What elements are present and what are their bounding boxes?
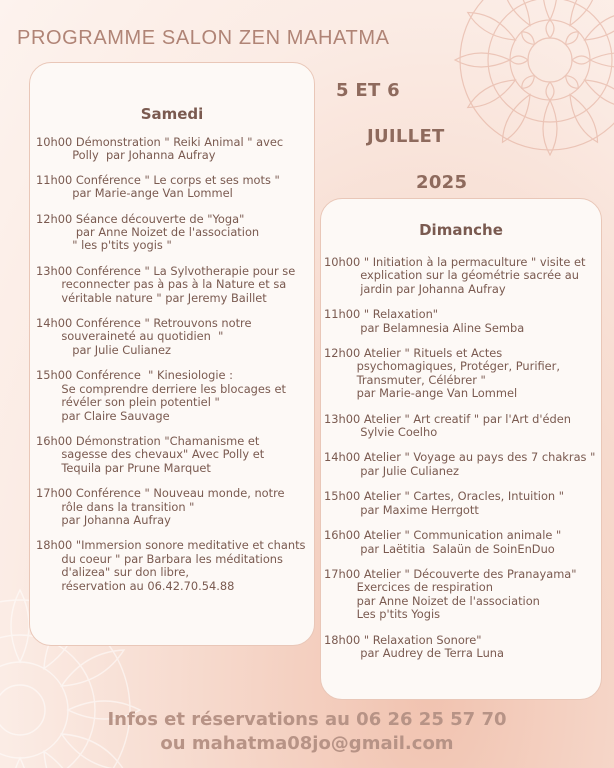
list-item: [36, 317, 310, 357]
event-line: Transmuter, Célébrer ": [324, 372, 486, 387]
list-item: [324, 347, 599, 401]
event-line: 10h00 Démonstration " Reiki Animal " avec: [36, 135, 284, 149]
event-line: Sylvie Coelho: [324, 425, 438, 440]
event-line: par Maxime Herrgott: [324, 502, 479, 517]
event-line: du coeur " par Barbara les méditations: [36, 551, 283, 566]
saturday-events: [36, 136, 310, 593]
list-item: [36, 369, 310, 423]
footer-contact-phone: Infos et réservations au 06 26 25 57 70: [107, 709, 507, 730]
event-line: 14h00 Conférence " Retrouvons notre: [36, 316, 252, 331]
event-line: Polly par Johanna Aufray: [36, 148, 216, 163]
event-line: 15h00 Atelier " Cartes, Oracles, Intuition ": [324, 489, 565, 504]
event-line: par Belamnesia Aline Semba: [324, 320, 525, 335]
event-line: véritable nature " par Jeremy Baillet: [36, 290, 267, 305]
event-line: 18h00 "Immersion sonore meditative et chants: [36, 538, 306, 553]
event-line: 16h00 Atelier " Communication animale ": [324, 528, 562, 543]
list-item: [36, 487, 310, 527]
list-item: [324, 308, 599, 335]
footer-contact-email[interactable]: ou mahatma08jo@gmail.com: [160, 733, 454, 754]
sunday-card: [320, 198, 602, 700]
date-day: 5 ET 6: [336, 80, 400, 101]
event-line: 15h00 Conférence " Kinesiologie :: [36, 368, 233, 383]
event-line: par Anne Noizet de l'association: [36, 225, 260, 240]
list-item: [324, 568, 599, 622]
event-line: par Marie-ange Van Lommel: [36, 186, 233, 201]
list-item: [36, 136, 310, 163]
event-line: révéler son plein potentiel ": [36, 395, 220, 410]
event-line: 11h00 " Relaxation": [324, 307, 439, 322]
saturday-heading: Samedi: [140, 105, 204, 123]
event-line: explication sur la géométrie sacrée au: [324, 268, 579, 283]
event-line: 12h00 Séance découverte de "Yoga": [36, 211, 245, 226]
event-line: 11h00 Conférence " Le corps et ses mots ": [36, 172, 280, 187]
list-item: [324, 529, 599, 556]
event-line: Exercices de respiration: [324, 580, 493, 595]
event-line: 18h00 " Relaxation Sonore": [324, 632, 482, 647]
page-title: PROGRAMME SALON ZEN MAHATMA: [17, 27, 390, 49]
event-line: 12h00 Atelier " Rituels et Actes: [324, 346, 503, 361]
event-line: 17h00 Conférence " Nouveau monde, notre: [36, 486, 285, 501]
event-line: souveraineté au quotidien ": [36, 329, 224, 344]
list-item: [324, 256, 599, 296]
event-line: 10h00 " Initiation à la permaculture " visite et: [324, 255, 586, 269]
event-line: 13h00 Conférence " La Sylvotherapie pour se: [36, 263, 296, 278]
list-item: [36, 213, 310, 253]
list-item: [36, 539, 310, 593]
event-line: par Julie Culianez: [324, 463, 459, 478]
date-year: 2025: [416, 172, 468, 193]
event-line: d'alizea" sur don libre,: [36, 565, 189, 580]
event-line: 14h00 Atelier " Voyage au pays des 7 chakras ": [324, 450, 596, 465]
list-item: [36, 174, 310, 201]
event-line: reconnecter pas à pas à la Nature et sa: [36, 277, 287, 292]
event-line: Tequila par Prune Marquet: [36, 460, 211, 475]
event-line: par Marie-ange Van Lommel: [324, 386, 518, 401]
event-line: sagesse des chevaux" Avec Polly et: [36, 447, 265, 462]
event-line: 16h00 Démonstration "Chamanisme et: [36, 433, 260, 448]
list-item: [324, 490, 599, 517]
event-line: Les p'tits Yogis: [324, 607, 441, 622]
event-line: par Johanna Aufray: [36, 512, 171, 527]
event-line: jardin par Johanna Aufray: [324, 281, 506, 296]
list-item: [324, 451, 599, 478]
event-line: Se comprendre derriere les blocages et: [36, 381, 286, 396]
date-month: JUILLET: [367, 126, 445, 147]
event-line: psychomagiques, Protéger, Purifier,: [324, 359, 560, 374]
event-line: par Laëtitia Salaün de SoinEnDuo: [324, 541, 555, 556]
list-item: [36, 265, 310, 305]
event-line: par Claire Sauvage: [36, 408, 170, 423]
event-line: par Julie Culianez: [36, 342, 171, 357]
sunday-events: [324, 256, 599, 660]
list-item: [324, 413, 599, 440]
event-line: réservation au 06.42.70.54.88: [36, 578, 235, 593]
mandala-decoration-top-right: [400, 0, 614, 200]
event-line: par Anne Noizet de l'association: [324, 593, 540, 608]
event-line: 17h00 Atelier " Découverte des Pranayama": [324, 566, 577, 581]
list-item: [36, 435, 310, 475]
sunday-heading: Dimanche: [419, 221, 503, 239]
event-line: " les p'tits yogis ": [36, 238, 172, 253]
event-line: rôle dans la transition ": [36, 499, 195, 514]
saturday-card: [29, 62, 315, 646]
list-item: [324, 634, 599, 661]
event-line: 13h00 Atelier " Art creatif " par l'Art d'éden: [324, 411, 571, 426]
event-line: par Audrey de Terra Luna: [324, 645, 504, 660]
